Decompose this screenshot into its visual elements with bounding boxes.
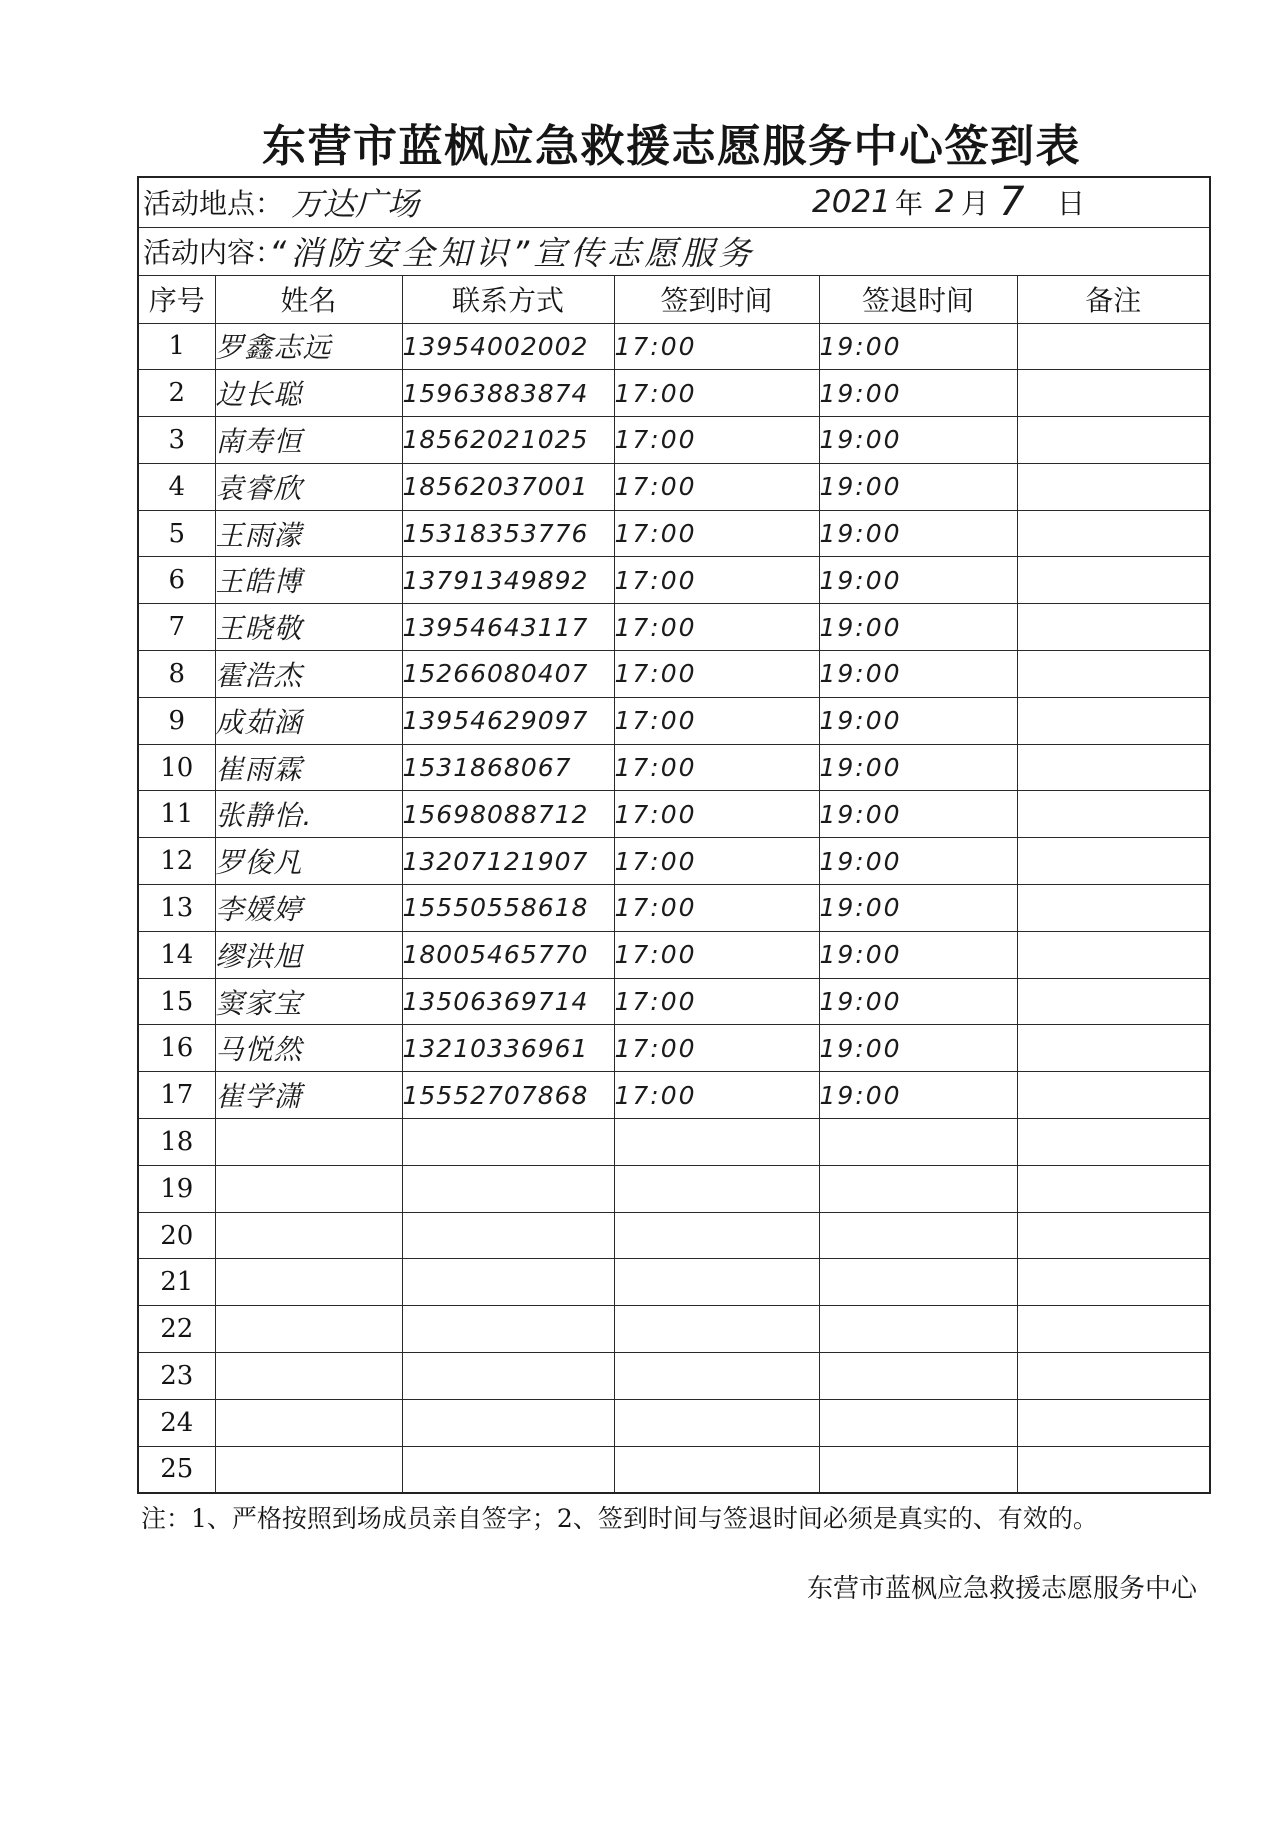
name-cell xyxy=(215,1165,402,1212)
table-row xyxy=(138,697,1210,744)
remark-cell xyxy=(1017,417,1210,464)
name-cell xyxy=(215,1399,402,1446)
table-row xyxy=(138,557,1210,604)
remark-cell xyxy=(1017,697,1210,744)
remark-cell xyxy=(1017,1399,1210,1446)
remark-cell xyxy=(1017,744,1210,791)
row-number-cell: 4 xyxy=(138,463,215,510)
sign-in-time-cell: 17:00 xyxy=(614,931,819,978)
phone-cell: 15550558618 xyxy=(402,885,614,932)
phone-cell xyxy=(402,1399,614,1446)
sign-out-time-cell: 19:00 xyxy=(819,931,1017,978)
table-row xyxy=(138,791,1210,838)
table-row xyxy=(138,978,1210,1025)
name-cell: 马悦然 xyxy=(215,1025,402,1072)
sign-out-time-cell: 19:00 xyxy=(819,978,1017,1025)
name-cell: 崔雨霖 xyxy=(215,744,402,791)
phone-cell: 13954629097 xyxy=(402,697,614,744)
table-row xyxy=(138,510,1210,557)
sign-out-time-cell: 19:00 xyxy=(819,651,1017,698)
name-cell: 霍浩杰 xyxy=(215,651,402,698)
sign-in-time-cell: 17:00 xyxy=(614,697,819,744)
sign-out-time-cell xyxy=(819,1165,1017,1212)
column-header-phone: 联系方式 xyxy=(402,275,614,323)
sign-out-time-cell: 19:00 xyxy=(819,557,1017,604)
name-cell: 李媛婷 xyxy=(215,885,402,932)
phone-cell xyxy=(402,1306,614,1353)
table-row xyxy=(138,651,1210,698)
remark-cell xyxy=(1017,370,1210,417)
table-header-row xyxy=(138,275,1210,323)
sign-in-time-cell: 17:00 xyxy=(614,323,819,370)
phone-cell: 13210336961 xyxy=(402,1025,614,1072)
name-cell: 窦家宝 xyxy=(215,978,402,1025)
sign-out-time-cell: 19:00 xyxy=(819,1025,1017,1072)
phone-cell: 18562037001 xyxy=(402,463,614,510)
name-cell: 张静怡. xyxy=(215,791,402,838)
sign-in-time-cell: 17:00 xyxy=(614,1025,819,1072)
table-row xyxy=(138,604,1210,651)
remark-cell xyxy=(1017,651,1210,698)
content-cell xyxy=(138,227,1210,275)
sign-in-time-cell: 17:00 xyxy=(614,978,819,1025)
row-number-cell: 14 xyxy=(138,931,215,978)
phone-cell: 15266080407 xyxy=(402,651,614,698)
name-cell: 袁睿欣 xyxy=(215,463,402,510)
sign-out-time-cell: 19:00 xyxy=(819,417,1017,464)
sign-in-time-cell xyxy=(614,1399,819,1446)
sign-out-time-cell: 19:00 xyxy=(819,604,1017,651)
row-number-cell: 8 xyxy=(138,651,215,698)
sign-in-time-cell: 17:00 xyxy=(614,838,819,885)
sign-out-time-cell: 19:00 xyxy=(819,370,1017,417)
name-cell xyxy=(215,1446,402,1493)
column-header-remark: 备注 xyxy=(1017,275,1210,323)
sign-in-time-cell: 17:00 xyxy=(614,417,819,464)
phone-cell: 18005465770 xyxy=(402,931,614,978)
sign-out-time-cell xyxy=(819,1399,1017,1446)
row-number-cell: 22 xyxy=(138,1306,215,1353)
remark-cell xyxy=(1017,1212,1210,1259)
sign-out-time-cell xyxy=(819,1306,1017,1353)
row-number-cell: 10 xyxy=(138,744,215,791)
row-number-cell: 3 xyxy=(138,417,215,464)
table-row xyxy=(138,463,1210,510)
row-number-cell: 2 xyxy=(138,370,215,417)
date-day-label: 日 xyxy=(1057,187,1086,221)
row-number-cell: 13 xyxy=(138,885,215,932)
name-cell: 罗鑫志远 xyxy=(215,323,402,370)
table-row xyxy=(138,323,1210,370)
name-cell: 成茹涵 xyxy=(215,697,402,744)
sign-in-time-cell: 17:00 xyxy=(614,1072,819,1119)
name-cell xyxy=(215,1212,402,1259)
sign-in-table xyxy=(137,176,1211,1494)
remark-cell xyxy=(1017,1446,1210,1493)
phone-cell xyxy=(402,1446,614,1493)
table-row xyxy=(138,417,1210,464)
column-header-number: 序号 xyxy=(138,275,215,323)
sign-out-time-cell xyxy=(819,1353,1017,1400)
row-number-cell: 12 xyxy=(138,838,215,885)
row-number-cell: 23 xyxy=(138,1353,215,1400)
name-cell: 边长聪 xyxy=(215,370,402,417)
remark-cell xyxy=(1017,931,1210,978)
name-cell xyxy=(215,1259,402,1306)
sign-out-time-cell: 19:00 xyxy=(819,510,1017,557)
remark-cell xyxy=(1017,1025,1210,1072)
remark-cell xyxy=(1017,1119,1210,1166)
location-value: 万达广场 xyxy=(291,185,420,224)
remark-cell xyxy=(1017,791,1210,838)
phone-cell xyxy=(402,1165,614,1212)
sign-out-time-cell: 19:00 xyxy=(819,697,1017,744)
phone-cell: 1531868067 xyxy=(402,744,614,791)
sign-in-time-cell: 17:00 xyxy=(614,604,819,651)
remark-cell xyxy=(1017,978,1210,1025)
row-number-cell: 1 xyxy=(138,323,215,370)
table-row xyxy=(138,744,1210,791)
table-row xyxy=(138,1165,1210,1212)
table-row xyxy=(138,1025,1210,1072)
row-number-cell: 17 xyxy=(138,1072,215,1119)
sign-out-time-cell xyxy=(819,1119,1017,1166)
table-row xyxy=(138,1353,1210,1400)
remark-cell xyxy=(1017,1259,1210,1306)
sign-in-time-cell: 17:00 xyxy=(614,651,819,698)
sign-out-time-cell xyxy=(819,1212,1017,1259)
table-row xyxy=(138,838,1210,885)
name-cell: 崔学潇 xyxy=(215,1072,402,1119)
table-row xyxy=(138,1119,1210,1166)
sign-out-time-cell: 19:00 xyxy=(819,323,1017,370)
row-number-cell: 19 xyxy=(138,1165,215,1212)
sign-in-time-cell: 17:00 xyxy=(614,463,819,510)
phone-cell xyxy=(402,1119,614,1166)
row-number-cell: 20 xyxy=(138,1212,215,1259)
sign-in-time-cell: 17:00 xyxy=(614,791,819,838)
location-date-cell xyxy=(138,177,1210,227)
sign-out-time-cell: 19:00 xyxy=(819,791,1017,838)
name-cell: 王雨濛 xyxy=(215,510,402,557)
remark-cell xyxy=(1017,557,1210,604)
row-number-cell: 7 xyxy=(138,604,215,651)
remark-cell xyxy=(1017,604,1210,651)
column-header-sign-in: 签到时间 xyxy=(614,275,819,323)
table-row xyxy=(138,1259,1210,1306)
name-cell: 缪洪旭 xyxy=(215,931,402,978)
row-number-cell: 15 xyxy=(138,978,215,1025)
row-number-cell: 9 xyxy=(138,697,215,744)
sign-in-time-cell: 17:00 xyxy=(614,510,819,557)
footer-note: 注：1、严格按照到场成员亲自签字；2、签到时间与签退时间必须是真实的、有效的。 xyxy=(141,1504,1098,1533)
table-row xyxy=(138,1306,1210,1353)
sign-in-time-cell: 17:00 xyxy=(614,557,819,604)
date-month: 2 xyxy=(935,184,955,221)
table-row xyxy=(138,1399,1210,1446)
row-number-cell: 21 xyxy=(138,1259,215,1306)
content-value: “消防安全知识”宣传志愿服务 xyxy=(269,233,756,273)
content-label: 活动内容： xyxy=(143,236,284,269)
sign-out-time-cell: 19:00 xyxy=(819,838,1017,885)
name-cell: 南寿恒 xyxy=(215,417,402,464)
row-number-cell: 18 xyxy=(138,1119,215,1166)
sign-out-time-cell: 19:00 xyxy=(819,744,1017,791)
table-row xyxy=(138,1212,1210,1259)
phone-cell: 13791349892 xyxy=(402,557,614,604)
row-number-cell: 16 xyxy=(138,1025,215,1072)
remark-cell xyxy=(1017,1353,1210,1400)
sign-out-time-cell xyxy=(819,1446,1017,1493)
table-row xyxy=(138,1446,1210,1493)
phone-cell: 15552707868 xyxy=(402,1072,614,1119)
remark-cell xyxy=(1017,885,1210,932)
row-number-cell: 5 xyxy=(138,510,215,557)
name-cell xyxy=(215,1306,402,1353)
phone-cell xyxy=(402,1259,614,1306)
phone-cell: 15698088712 xyxy=(402,791,614,838)
sign-in-time-cell: 17:00 xyxy=(614,885,819,932)
content-row xyxy=(138,227,1210,275)
remark-cell xyxy=(1017,1165,1210,1212)
date-day: 7 xyxy=(999,179,1025,226)
remark-cell xyxy=(1017,1072,1210,1119)
row-number-cell: 6 xyxy=(138,557,215,604)
remark-cell xyxy=(1017,323,1210,370)
name-cell: 王皓博 xyxy=(215,557,402,604)
sign-in-time-cell xyxy=(614,1446,819,1493)
sign-out-time-cell: 19:00 xyxy=(819,885,1017,932)
phone-cell: 13954643117 xyxy=(402,604,614,651)
phone-cell xyxy=(402,1212,614,1259)
row-number-cell: 24 xyxy=(138,1399,215,1446)
sign-out-time-cell: 19:00 xyxy=(819,463,1017,510)
remark-cell xyxy=(1017,1306,1210,1353)
phone-cell: 15963883874 xyxy=(402,370,614,417)
sign-in-time-cell xyxy=(614,1353,819,1400)
column-header-name: 姓名 xyxy=(215,275,402,323)
sign-out-time-cell: 19:00 xyxy=(819,1072,1017,1119)
date-year: 2021 xyxy=(812,184,891,221)
sign-out-time-cell xyxy=(819,1259,1017,1306)
table-body xyxy=(138,323,1210,1493)
phone-cell: 13207121907 xyxy=(402,838,614,885)
column-header-sign-out: 签退时间 xyxy=(819,275,1017,323)
phone-cell: 15318353776 xyxy=(402,510,614,557)
remark-cell xyxy=(1017,463,1210,510)
phone-cell: 13506369714 xyxy=(402,978,614,1025)
sign-in-time-cell xyxy=(614,1165,819,1212)
name-cell xyxy=(215,1353,402,1400)
date-year-label: 年 xyxy=(895,187,924,221)
name-cell xyxy=(215,1119,402,1166)
page-title: 东营市蓝枫应急救援志愿服务中心签到表 xyxy=(262,121,1081,172)
sign-in-time-cell: 17:00 xyxy=(614,744,819,791)
date-month-label: 月 xyxy=(961,187,990,221)
table-row xyxy=(138,885,1210,932)
name-cell: 王晓敬 xyxy=(215,604,402,651)
location-date-row xyxy=(138,177,1210,227)
sign-in-time-cell xyxy=(614,1119,819,1166)
remark-cell xyxy=(1017,838,1210,885)
location-label: 活动地点： xyxy=(143,187,284,221)
row-number-cell: 25 xyxy=(138,1446,215,1493)
sign-in-time-cell xyxy=(614,1212,819,1259)
remark-cell xyxy=(1017,510,1210,557)
phone-cell xyxy=(402,1353,614,1400)
sign-in-time-cell xyxy=(614,1306,819,1353)
organization-name: 东营市蓝枫应急救援志愿服务中心 xyxy=(806,1574,1197,1604)
table-row xyxy=(138,931,1210,978)
phone-cell: 13954002002 xyxy=(402,323,614,370)
table-row xyxy=(138,1072,1210,1119)
name-cell: 罗俊凡 xyxy=(215,838,402,885)
sign-in-time-cell xyxy=(614,1259,819,1306)
table-row xyxy=(138,370,1210,417)
row-number-cell: 11 xyxy=(138,791,215,838)
phone-cell: 18562021025 xyxy=(402,417,614,464)
sign-in-time-cell: 17:00 xyxy=(614,370,819,417)
